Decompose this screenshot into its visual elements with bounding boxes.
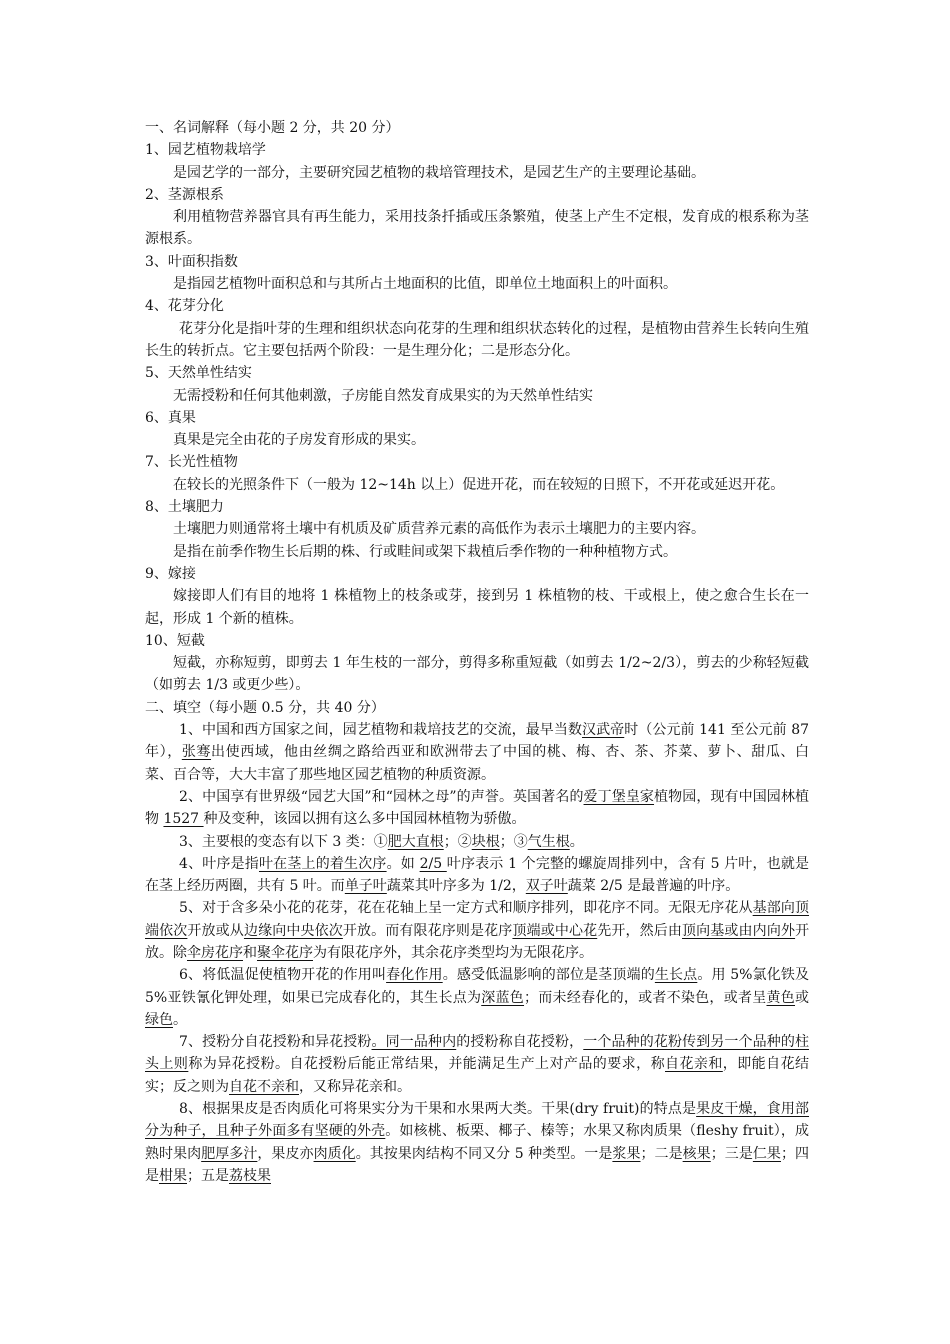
q5-answer-4: 顶向基或由内向外 [682,922,796,939]
q8-text-c: ，果皮亦 [257,1145,314,1162]
fill-question-4 [145,853,809,898]
term-6-head: 6、真果 [145,409,196,426]
q6-answer-2: 生长点 [654,967,698,984]
q1-text-b: 时（公元前 141 至公元前 87 年）， [145,722,810,761]
q6-text-e: 或 [795,989,810,1006]
q8-text-g: ；四是 [145,1145,810,1184]
q4-text-e: 蔬菜 2/5 是最普遍的叶序。 [567,878,740,895]
q8-answer-5: 核果 [682,1145,711,1162]
q5-text-e: 开放。除 [145,922,810,961]
q5-text-g: 为有限花序外，其余花序类型均为无限花序。 [313,944,593,961]
term-4-head: 4、花芽分化 [145,298,224,315]
fill-question-5 [145,897,809,964]
q5-text-b: 开放或从 [187,922,244,939]
q4-text-a: 4、叶序是指 [179,855,259,872]
q6-text-f: 。 [173,1011,187,1028]
term-5-body: 无需授粉和任何其他刺激，子房能自然发育成果实的为天然单性结实 [173,387,593,404]
q3-text-c: ；③ [499,833,528,850]
term-5-head: 5、天然单性结实 [145,365,252,382]
q3-text-d: 。 [569,833,584,850]
q6-text-c: 。用 5%氯化铁及 5%亚铁氰化钾处理，如果已完成春化的，其生长点为 [145,967,809,1006]
fill-question-7 [145,1031,809,1098]
term-3-body: 是指园艺植物叶面积总和与其所占土地面积的比值，即单位土地面积上的叶面积。 [173,276,677,293]
q8-text-d: 。其按果肉结构不同又分 5 种类型。一是 [355,1145,613,1162]
fill-question-3 [145,831,809,853]
term-9-body: 嫁接即人们有目的地将 1 株植物上的枝条或芽，接到另 1 株植物的枝、干或根上，使之愈合生长在一起，形成 1 个新的植株。 [145,588,809,627]
q4-answer-2: 2/5 [419,855,447,872]
q3-answer-2: 块根 [471,833,500,850]
term-7-body: 在较长的光照条件下（一般为 12~14h 以上）促进开花，而在较短的日照下，不开花或延迟开花。 [173,476,785,493]
fill-question-8 [145,1098,809,1187]
term-2-body: 利用植物营养器官具有再生能力，采用技条扦插或压条繁殖，使茎上产生不定根，发育成的根系称为茎源根系。 [145,209,809,248]
q1-text-c: 出使西域，他由丝绸之路给西亚和欧洲带去了中国的桃、梅、杏、茶、芥菜、萝卜、甜瓜、白菜、百合等，大大丰富了那些地区园艺植物的种质资源。 [145,744,810,783]
q7-text-d: ，即能自花结实；反之则为 [145,1056,810,1095]
q6-answer-3: 深蓝色 [481,989,525,1006]
q8-text-e: ；二是 [640,1145,683,1162]
fill-question-2 [145,786,809,831]
term-2-head: 2、茎源根系 [145,186,224,203]
q8-answer-7: 柑果 [159,1167,187,1184]
q2-text-c: 种及变种，该园以拥有这么多中国园林植物为骄傲。 [203,811,526,828]
term-1-head: 1、园艺植物栽培学 [145,142,266,159]
q4-answer-4: 双子叶 [525,878,568,895]
q5-text-c: 开放。而有限花序则是花序 [342,922,513,939]
fill-question-6 [145,964,809,1031]
term-9-head: 9、嫁接 [145,565,196,582]
section-1-title: 一、名词解释（每小题 2 分，共 20 分） [145,120,400,136]
term-6-body: 真果是完全由花的子房发育形成的果实。 [173,432,425,449]
q8-text-h: ；五是 [187,1167,229,1184]
term-4-body: 花芽分化是指叶芽的生理和组织状态向花芽的生理和组织状态转化的过程，是植物由营养生长转向生殖长生的转折点。它主要包括两个阶段：一是生理分化；二是形态分化。 [145,320,809,359]
q6-text-d: ；而未经春化的，或者不染色，或者呈 [524,989,767,1006]
q8-answer-1: 果皮干燥，食用部分为种子，且种子外面多有坚硬的外壳 [145,1101,810,1140]
q7-answer-2: 一个品种的花粉传到另一个品种的柱头上则 [145,1034,810,1073]
q3-answer-3: 气生根 [527,833,570,850]
q2-text-b: 植物园，现有中国园林植物 [145,788,809,828]
q1-text-a: 1、中国和西方国家之间，园艺植物和栽培技艺的交流，最早当数 [179,722,583,739]
term-10-head: 10、短截 [145,632,205,649]
q3-answer-1: 肥大直根 [387,833,444,850]
q6-answer-4: 黄色 [766,989,796,1006]
q5-answer-5: 伞房花序 [187,944,243,961]
q6-text-b: 。感受低温影响的部位是茎顶端的 [442,967,655,984]
q1-answer-2: 张骞 [181,744,212,761]
q8-answer-6: 仁果 [752,1145,781,1162]
term-8-body: 土壤肥力则通常将土壤中有机质及矿质营养元素的高低作为表示土壤肥力的主要内容。 [173,521,705,538]
fill-question-1 [145,719,809,786]
term-1-body: 是园艺学的一部分，主要研究园艺植物的栽培管理技术，是园艺生产的主要理论基础。 [173,164,705,181]
q7-answer-3: 自花亲和 [665,1056,723,1073]
q1-answer-1: 汉武帝 [582,722,625,739]
q2-answer-2: 1527 [163,811,204,828]
q7-answer-4: 自花不亲和 [229,1078,299,1095]
q6-answer-1: 春化作用 [386,967,443,984]
document-page [145,117,809,1187]
q5-answer-3: 顶端或中心花 [512,922,598,939]
q2-text-a: 2、中国享有世界级“园艺大国”和“园林之母”的声誉。英国著名的 [179,788,584,805]
q5-text-f: 和 [243,944,257,961]
q3-text-b: ；② [443,833,472,850]
q4-answer-1: 叶在茎上的着生次序 [258,855,387,872]
q7-answer-1: 。同一品种内 [371,1034,457,1051]
q4-text-b: 。如 [386,855,420,872]
q7-text-a: 7、授粉分自花授粉和异花授粉 [179,1034,372,1051]
q4-answer-3: 单子叶 [344,878,387,895]
q8-text-f: ；三是 [710,1145,753,1162]
q8-answer-2: 肥厚多汁 [201,1145,258,1162]
q8-answer-3: 肉质化 [313,1145,356,1162]
q5-answer-1: 基部向顶端依次 [145,900,810,939]
q4-text-d: 蔬菜其叶序多为 1/2， [386,878,526,895]
q7-text-e: ，又称异花亲和。 [299,1078,411,1095]
q4-text-c: 叶序表示 1 个完整的螺旋周排列中，含有 5 片叶，也就是在茎上经历两圈，共有 5 叶。而 [145,855,810,895]
q5-text-a: 5、对于含多朵小花的花芽，花在花轴上呈一定方式和顺序排列，即花序不同。无限无序花从 [179,900,753,917]
q8-text-a: 8、根据果皮是否肉质化可将果实分为干果和水果两大类。干果(dry fruit)的特点是 [179,1101,697,1118]
q6-answer-5: 绿色 [145,1011,173,1028]
q3-text-a: 3、主要根的变态有以下 3 类：① [179,833,388,850]
term-7-head: 7、长光性植物 [145,454,238,471]
q6-text-a: 6、将低温促使植物开花的作用叫 [179,967,387,984]
q7-text-c: 称为异花授粉。自花授粉后能正常结果，并能满足生产上对产品的要求，称 [188,1056,666,1073]
q7-text-b: 的授粉称自花授粉， [456,1034,584,1051]
term-8-body-extra: 是指在前季作物生长后期的株、行或畦间或架下栽植后季作物的一种种植物方式。 [173,543,677,560]
term-3-head: 3、叶面积指数 [145,253,238,270]
q8-answer-8: 荔枝果 [229,1167,271,1184]
q5-text-d: 先开，然后由 [597,922,683,939]
q8-answer-4: 浆果 [612,1145,641,1162]
q8-text-b: 。如核桃、板栗、椰子、榛等；水果又称肉质果（fleshy fruit），成熟时果肉 [145,1123,809,1162]
q5-answer-2: 边缘向中央依次 [243,922,343,939]
term-8-head: 8、土壤肥力 [145,499,224,516]
q5-answer-6: 聚伞花序 [257,944,313,961]
q2-answer-1: 爱丁堡皇家 [583,788,655,805]
term-10-body: 短截，亦称短剪，即剪去 1 年生枝的一部分，剪得多称重短截（如剪去 1/2~2/3），剪去的少称轻短截（如剪去 1/3 或更少些）。 [145,655,809,694]
section-2-title: 二、填空（每小题 0.5 分，共 40 分） [145,699,385,716]
